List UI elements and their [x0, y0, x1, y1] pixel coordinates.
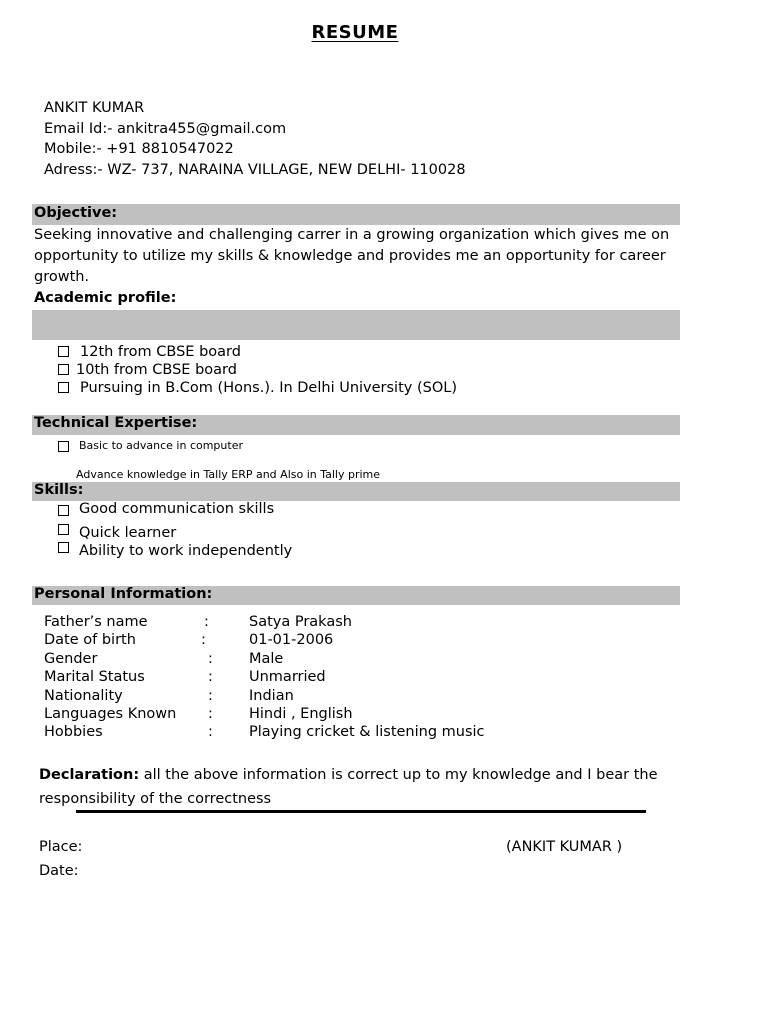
skills-item-2: Quick learner — [79, 525, 177, 541]
declaration-label: Declaration: — [39, 767, 140, 783]
academic-band — [32, 310, 680, 340]
personal-label-languages: Languages Known — [44, 706, 177, 722]
personal-colon: : — [208, 669, 213, 685]
contact-address: Adress:- WZ- 737, NARAINA VILLAGE, NEW DELHI- 110028 — [44, 161, 466, 178]
technical-item-2: Advance knowledge in Tally ERP and Also in Tally prime — [76, 468, 381, 481]
contact-name: ANKIT KUMAR — [44, 100, 145, 116]
objective-band — [32, 204, 680, 225]
academic-item-1: 12th from CBSE board — [80, 344, 241, 360]
resume-title — [0, 22, 710, 43]
personal-value-fathers-name: Satya Prakash — [249, 614, 352, 630]
skills-checkbox-1 — [58, 505, 69, 516]
personal-colon: : — [201, 632, 206, 648]
technical-heading: Technical Expertise: — [34, 415, 198, 431]
personal-label-fathers-name: Father’s name — [44, 614, 148, 630]
skills-band — [32, 482, 680, 501]
objective-text: Seeking innovative and challenging carrer in a growing organization which gives me on opportunity to utilize my skills & knowledge and provides me an opportunity for career growth. — [34, 227, 670, 285]
personal-colon: : — [208, 688, 213, 704]
personal-colon: : — [208, 724, 213, 740]
academic-item-3: Pursuing in B.Com (Hons.). In Delhi University (SOL) — [80, 380, 457, 396]
skills-item-3: Ability to work independently — [79, 543, 293, 559]
personal-label-hobbies: Hobbies — [44, 724, 103, 740]
personal-label-gender: Gender — [44, 651, 98, 667]
technical-item-1: Basic to advance in computer — [79, 439, 243, 452]
academic-checkbox-1 — [58, 346, 69, 357]
contact-mobile: Mobile:- +91 8810547022 — [44, 141, 234, 157]
declaration-text: all the above information is correct up to my knowledge and I bear the responsibility of the correctness — [39, 767, 658, 807]
personal-colon: : — [208, 706, 213, 722]
objective-heading: Objective: — [34, 205, 118, 221]
personal-label-nationality: Nationality — [44, 688, 123, 704]
date-label: Date: — [39, 863, 79, 879]
personal-value-nationality: Indian — [249, 688, 294, 704]
personal-value-gender: Male — [249, 651, 284, 667]
personal-colon: : — [204, 614, 209, 630]
personal-heading: Personal Information: — [34, 586, 213, 602]
technical-checkbox-1 — [58, 441, 69, 452]
skills-checkbox-2 — [58, 524, 69, 535]
signature-name: (ANKIT KUMAR ) — [506, 839, 623, 855]
personal-value-languages: Hindi , English — [249, 706, 353, 722]
academic-checkbox-2 — [58, 364, 69, 375]
declaration — [39, 763, 679, 811]
resume-title-text: RESUME — [311, 22, 399, 43]
personal-label-marital-status: Marital Status — [44, 669, 145, 685]
skills-heading: Skills: — [34, 482, 84, 498]
academic-item-2: 10th from CBSE board — [76, 362, 237, 378]
place-label: Place: — [39, 839, 83, 855]
contact-email: Email Id:- ankitra455@gmail.com — [44, 120, 287, 137]
personal-label-dob: Date of birth — [44, 632, 136, 648]
personal-value-marital-status: Unmarried — [249, 669, 326, 685]
academic-heading: Academic profile: — [34, 290, 177, 306]
contact-block — [44, 98, 466, 180]
personal-colon: : — [208, 651, 213, 667]
personal-value-hobbies: Playing cricket & listening music — [249, 724, 485, 740]
academic-checkbox-3 — [58, 382, 69, 393]
skills-item-1: Good communication skills — [79, 501, 275, 517]
skills-checkbox-3 — [58, 542, 69, 553]
divider-line — [76, 810, 646, 813]
personal-value-dob: 01-01-2006 — [249, 632, 334, 648]
